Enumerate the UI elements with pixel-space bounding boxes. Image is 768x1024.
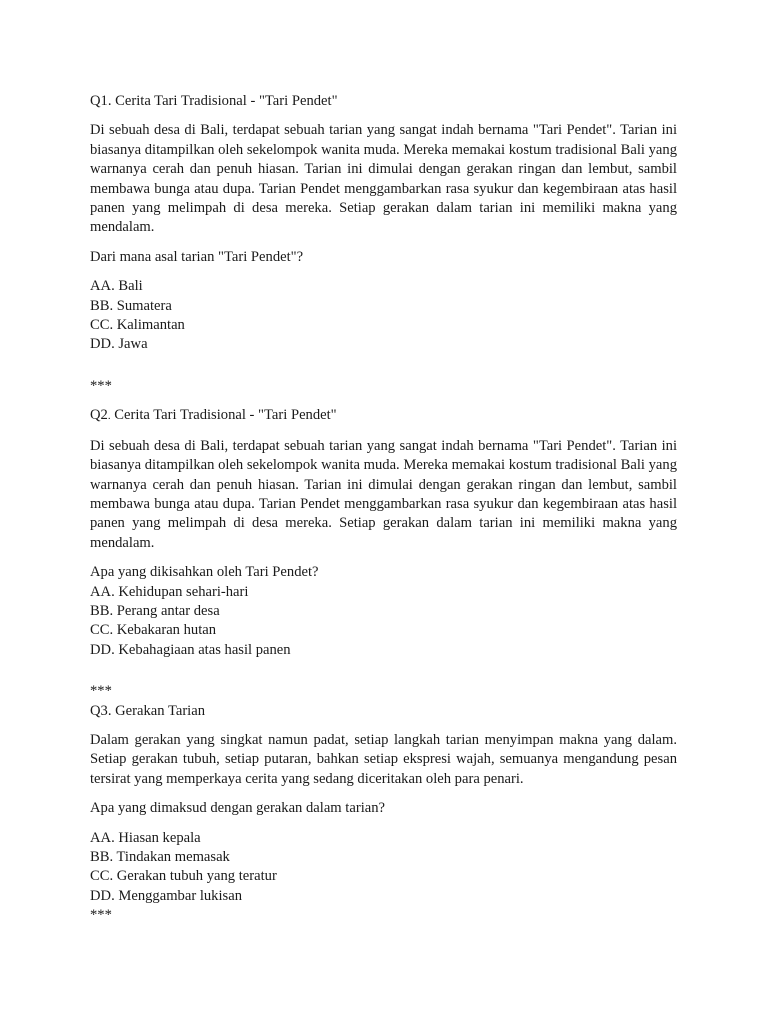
question-passage: Di sebuah desa di Bali, terdapat sebuah tarian yang sangat indah bernama "Tari Pendet". Tarian ini biasanya ditampilkan oleh sekelompok wanita muda. Mereka memakai kostum tradisional Bali yang warnanya cerah dan penuh hiasan. Tarian ini dimulai dengan gerakan ringan dan lembut, sambil membawa bunga atau dupa. Tarian Pendet menggambarkan rasa syukur dan kegembiraan atas hasil panen yang melimpah di desa mereka. Setiap gerakan dalam tarian ini memiliki makna yang mendalam. xyxy=(90,122,677,236)
option-b: BB. Tindakan memasak xyxy=(90,849,230,865)
option-c: CC. Kalimantan xyxy=(90,317,185,334)
option-d: DD. Jawa xyxy=(90,336,148,353)
option-b: BB. Perang antar desa xyxy=(90,602,220,619)
document-page xyxy=(90,92,677,926)
separator: *** xyxy=(90,683,112,700)
question-title xyxy=(90,406,677,426)
option-a: AA. Hiasan kepala xyxy=(90,829,201,846)
option-a: AA. Bali xyxy=(90,278,143,295)
answer-options xyxy=(90,277,677,355)
question-block-3 xyxy=(90,702,677,926)
question-passage: Di sebuah desa di Bali, terdapat sebuah tarian yang sangat indah bernama "Tari Pendet". Tarian ini biasanya ditampilkan oleh sekelompok wanita muda. Mereka memakai kostum tradisional Bali yang warnanya cerah dan penuh hiasan. Tarian ini dimulai dengan gerakan ringan dan lembut, sambil membawa bunga atau dupa. Tarian Pendet menggambarkan rasa syukur dan kegembiraan atas hasil panen yang melimpah di desa mereka. Setiap gerakan dalam tarian ini memiliki makna yang mendalam. xyxy=(90,437,677,551)
option-d: DD. Kebahagiaan atas hasil panen xyxy=(90,641,291,658)
question-title: Q3. Gerakan Tarian xyxy=(90,702,206,719)
question-passage: Dalam gerakan yang singkat namun padat, setiap langkah tarian menyimpan makna yang dalam. Setiap gerakan tubuh, setiap putaran, bahkan setiap ekspresi wajah, semuanya mengandung pesan tersirat yang memperkaya cerita yang sedang diceritakan oleh para penari. xyxy=(90,731,677,787)
option-a: AA. Kehidupan sehari-hari xyxy=(90,583,249,600)
question-title-prefix: Q2 xyxy=(90,407,108,424)
question-title-rest: Cerita Tari Tradisional - "Tari Pendet" xyxy=(110,407,337,424)
separator: *** xyxy=(90,907,112,924)
question-title: Q1. Cerita Tari Tradisional - "Tari Pendet" xyxy=(90,93,338,109)
option-c: CC. Gerakan tubuh yang teratur xyxy=(90,868,277,885)
question-text: Apa yang dimaksud dengan gerakan dalam tarian? xyxy=(90,800,386,817)
question-text: Apa yang dikisahkan oleh Tari Pendet? xyxy=(90,564,319,581)
separator: *** xyxy=(90,377,112,394)
answer-options xyxy=(90,829,677,907)
option-b: BB. Sumatera xyxy=(90,297,172,314)
option-c: CC. Kebakaran hutan xyxy=(90,622,217,639)
option-d: DD. Menggambar lukisan xyxy=(90,887,242,904)
question-block-2 xyxy=(90,406,677,701)
question-title-dot: . xyxy=(107,410,111,423)
answer-options xyxy=(90,583,677,661)
question-text: Dari mana asal tarian "Tari Pendet"? xyxy=(90,248,304,265)
question-block-1 xyxy=(90,92,677,406)
